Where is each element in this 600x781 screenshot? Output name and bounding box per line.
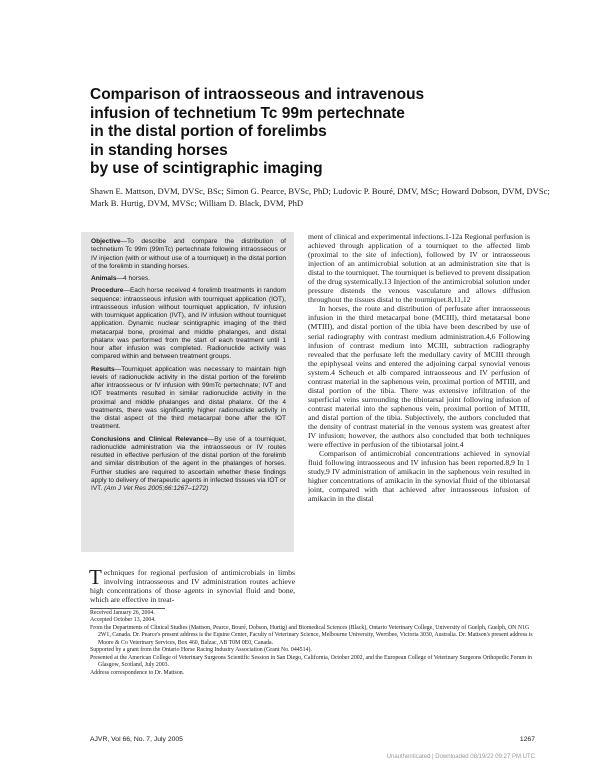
abstract-procedure — [91, 287, 286, 361]
footnote-accepted: Accepted October 13, 2004. — [90, 617, 156, 624]
abstract-procedure-text: —Each horse received 4 forelimb treatments in random sequence: intraosseous infusion with tourniquet application (IOT), intraosseous infusion without tourniquet application, IV infusion with tourniquet application (IVT), and IV infusion without tourniquet application. Dynamic nuclear scintigraphic imaging of the third metacarpal bone, proximal and middle phalanges, and distal phalanx was performed from the start of each treatment until 1 hour after infusion was completed. Radionuclide activity was compared within and between treatment groups. — [91, 287, 286, 361]
body-column-left — [89, 565, 295, 605]
journal-citation: AJVR, Vol 66, No. 7, July 2005 — [90, 736, 183, 743]
footnote-divider — [90, 608, 165, 609]
footnote-presented: Presented at the American College of Veterinary Surgeons Scientific Session in San Diego, California, October 2002, and the European College of Veterinary Surgeons Orthopedic Forum in Glasgow, Scotland, July 2003. — [90, 654, 532, 669]
footnotes — [90, 610, 535, 677]
abstract-procedure-label: Procedure — [91, 287, 124, 295]
intro-paragraph — [89, 565, 295, 605]
title-line: in the distal portion of forelimbs — [90, 123, 327, 140]
abstract-conclusions-text: —By use of a tourniquet, radionuclide administration via the intraosseous or IV routes resulted in effective perfusion of the distal portion of the forelimb and similar distribution of the agent in the phalanges of horses. Further studies are required to ascertain whether these findings apply to delivery of therapeutic agents in infected tissues via IOT or IVT. — [91, 435, 286, 492]
download-watermark: Unauthenticated | Downloaded 08/19/22 09:27 PM UTC — [386, 754, 535, 760]
author-list: Shawn E. Mattson, DVM, DVSc, BSc; Simon G. Pearce, BVSc, PhD; Ludovic P. Bouré, DMV, MSc; Howard Dobson, DVM, DVSc; Mark B. Hurtig, DVM, MVSc; William D. Black, DVM, PhD — [90, 186, 550, 208]
body-column-right — [308, 232, 530, 503]
abstract-results-label: Results — [91, 365, 115, 373]
page-number: 1267 — [519, 736, 535, 743]
abstract-objective — [91, 238, 286, 271]
footnote-correspondence: Address correspondence to Dr. Mattson. — [90, 669, 185, 676]
abstract-conclusions-label: Conclusions and Clinical Relevance — [91, 435, 208, 443]
title-line: in standing horses — [90, 141, 228, 159]
body-paragraph: In horses, the route and distribution of perfusate after intraosseous infusion in the third metacarpal bone (MCIII), third metatarsal bone (MTIII), and distal portion of the tibia have been described by use of serial radiography with contrast medium administration.4,6 Following infusion of contrast medium into MCIII, subtraction radiography revealed that the perfusate left the medullary cavity of MCIII through the epiphyseal veins and entered the adjoining carpal synovial venous system.4 Scheuch et alb compared intraosseous and IV perfusion of contrast material in the saphenous vein, proximal portion of MTIII, and distal portion of the tibia. There was extensive infiltration of the superficial veins surrounding the tibiotarsal joint following infusion of contrast material into the saphenous vein, proximal portion of MTIII, and distal portion of the tibia. Subjectively, the authors concluded that the density of contrast material in the venous system was greatest after IV infusion; however, the authors also concluded that both techniques were effective in perfusion of the tibiotarsal joint.4 — [308, 304, 530, 450]
article-title — [90, 86, 530, 179]
body-paragraph: Comparison of antimicrobial concentrations achieved in synovial fluid following intraosseous and IV infusion has been reported.8,9 In 1 study,9 IV administration of amikacin in the saphenous vein resulted in higher concentrations of amikacin in the synovial fluid of the tibiotarsal joint, compared with that achieved after intraosseous infusion of amikacin in the distal — [308, 449, 530, 504]
abstract-citation: (Am J Vet Res 2005;66:1267–1272) — [104, 485, 209, 492]
abstract-box — [81, 232, 294, 552]
footnote-support: Supported by a grant from the Ontario Horse Racing Industry Association (Grant No. 044514). — [90, 647, 312, 654]
title-line: by use of scintigraphic imaging — [90, 160, 323, 177]
title-line: Comparison of intraosseous and intravenous — [90, 86, 425, 103]
abstract-animals-label: Animals — [91, 275, 117, 282]
title-line: infusion of technetium Tc 99m pertechnate — [90, 104, 405, 122]
abstract-results — [91, 366, 286, 432]
abstract-objective-label: Objective — [91, 238, 121, 245]
abstract-conclusions — [91, 436, 286, 494]
abstract-results-text: —Tourniquet application was necessary to maintain high levels of radionuclide activity in the distal portion of the forelimb after intraosseous or IV infusion with 99mTc pertechnate; IVT and IOT treatments resulted in similar radionuclide activity in the proximal and middle phalanges and distal phalanx. Of the 4 treatments, there was significantly higher radionuclide activity in the distal aspect of the third metacarpal bone after the IOT treatment. — [91, 365, 286, 431]
abstract-objective-text: —To describe and compare the distribution of technetium Tc 99m (99mTc) pertechnate following intraosseous or IV injection (with or without use of a tourniquet) in the distal portion of the forelimb in standing horses. — [91, 238, 286, 270]
drop-cap: T — [89, 565, 102, 589]
abstract-animals-text: —4 horses. — [116, 275, 150, 282]
intro-text-left: echniques for regional perfusion of antimicrobials in limbs involving intraosseous and IV administration routes achieve high concentrations of those agents in synovial fluid and bone, which are effective in treat- — [90, 568, 295, 605]
body-paragraph: ment of clinical and experimental infections.1-12a Regional perfusion is achieved through application of a tourniquet to the affected limb (proximal to the site of infection), followed by IV or intraosseous injection of an antimicrobial solution at an administration site that is distal to the tourniquet. The tourniquet is believed to prevent dissipation of the drug systemically.13 Injection of the antimicrobial solution under pressure distends the venous vasculature and allows diffusion throughout the tissues distal to the tourniquet.8,11,12 — [308, 232, 530, 305]
abstract-animals — [91, 275, 286, 283]
footnote-received: Received January 26, 2004. — [90, 610, 155, 616]
footnote-affiliation: From the Departments of Clinical Studies (Mattson, Pearce, Bouré, Dobson, Hurtig) and Biomedical Sciences (Black), Ontario Veterinary College, University of Guelph, Guelph, ON N1G 2W1, Canada. Dr. Pearce's present address is the Equine Center, Faculty of Veterinary Science, Melbourne University, Werribee, Victoria 3030, Australia. Dr. Mattson's present address is Moore & Co Veterinary Services, Box 460, Balzac, AB T0M 0E0, Canada. — [90, 624, 533, 646]
